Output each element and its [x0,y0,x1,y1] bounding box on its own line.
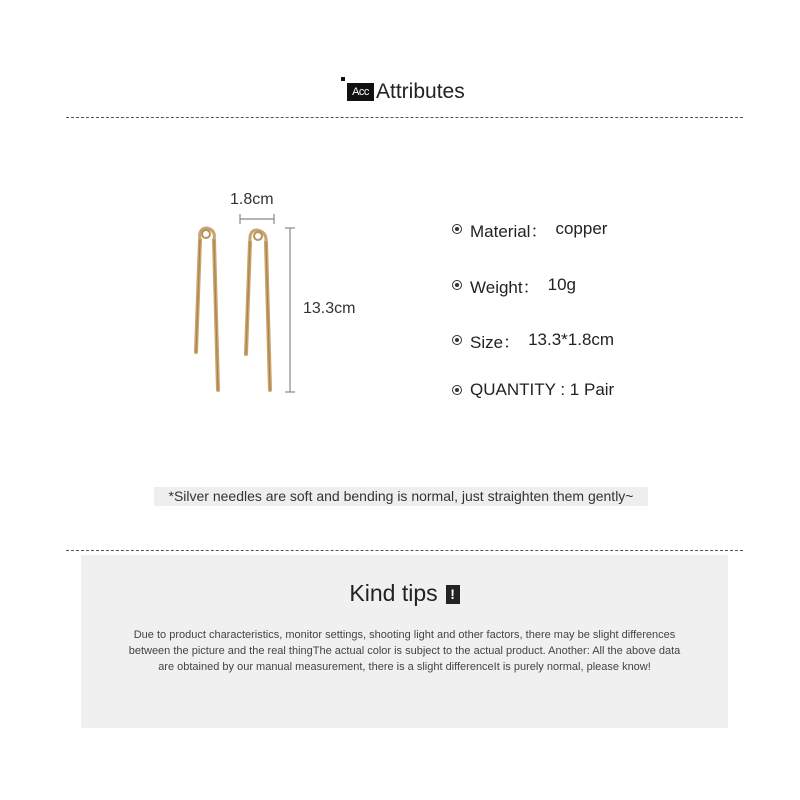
title-badge: Acc [347,83,374,101]
divider-top [66,117,743,118]
spec-label: Size： [470,332,521,352]
spec-label: Material： [470,221,548,241]
spec-label: QUANTITY : 1 Pair [470,380,615,399]
page-title: Attributes [376,80,465,103]
earring-image [180,180,380,410]
divider-middle [66,550,743,551]
height-dimension-label: 13.3cm [303,300,356,317]
earring-left [196,228,218,390]
bullet-circle-icon [452,385,462,395]
spec-item-size [452,326,614,354]
spec-item-quantity [452,376,614,404]
spec-label: Weight： [470,277,540,297]
spec-value: copper [555,219,608,238]
kind-tips-title: Kind tips [349,580,438,606]
care-note: *Silver needles are soft and bending is normal, just straighten them gently~ [154,487,648,506]
kind-tips-heading [81,580,728,607]
exclamation-icon: ! [446,585,460,604]
width-dimension-label: 1.8cm [230,191,274,208]
product-illustration [180,180,380,410]
spec-value: 13.3*1.8cm [528,330,615,349]
bullet-circle-icon [452,224,462,234]
spec-value: 10g [547,275,576,294]
earring-right [246,230,270,390]
kind-tips-text: Due to product characteristics, monitor settings, shooting light and other factors, there may be slight differences between the picture and the real thingThe actual color is subject to the actual product. Another: All the above data are obtained by our manual measurement, there is a slight differenceIt is purely normal, please know! [128,629,681,673]
title-dot-icon [341,77,345,81]
kind-tips-panel [81,555,728,728]
bullet-circle-icon [452,280,462,290]
spec-item-weight [452,271,576,299]
bullet-circle-icon [452,335,462,345]
spec-item-material [452,215,607,243]
